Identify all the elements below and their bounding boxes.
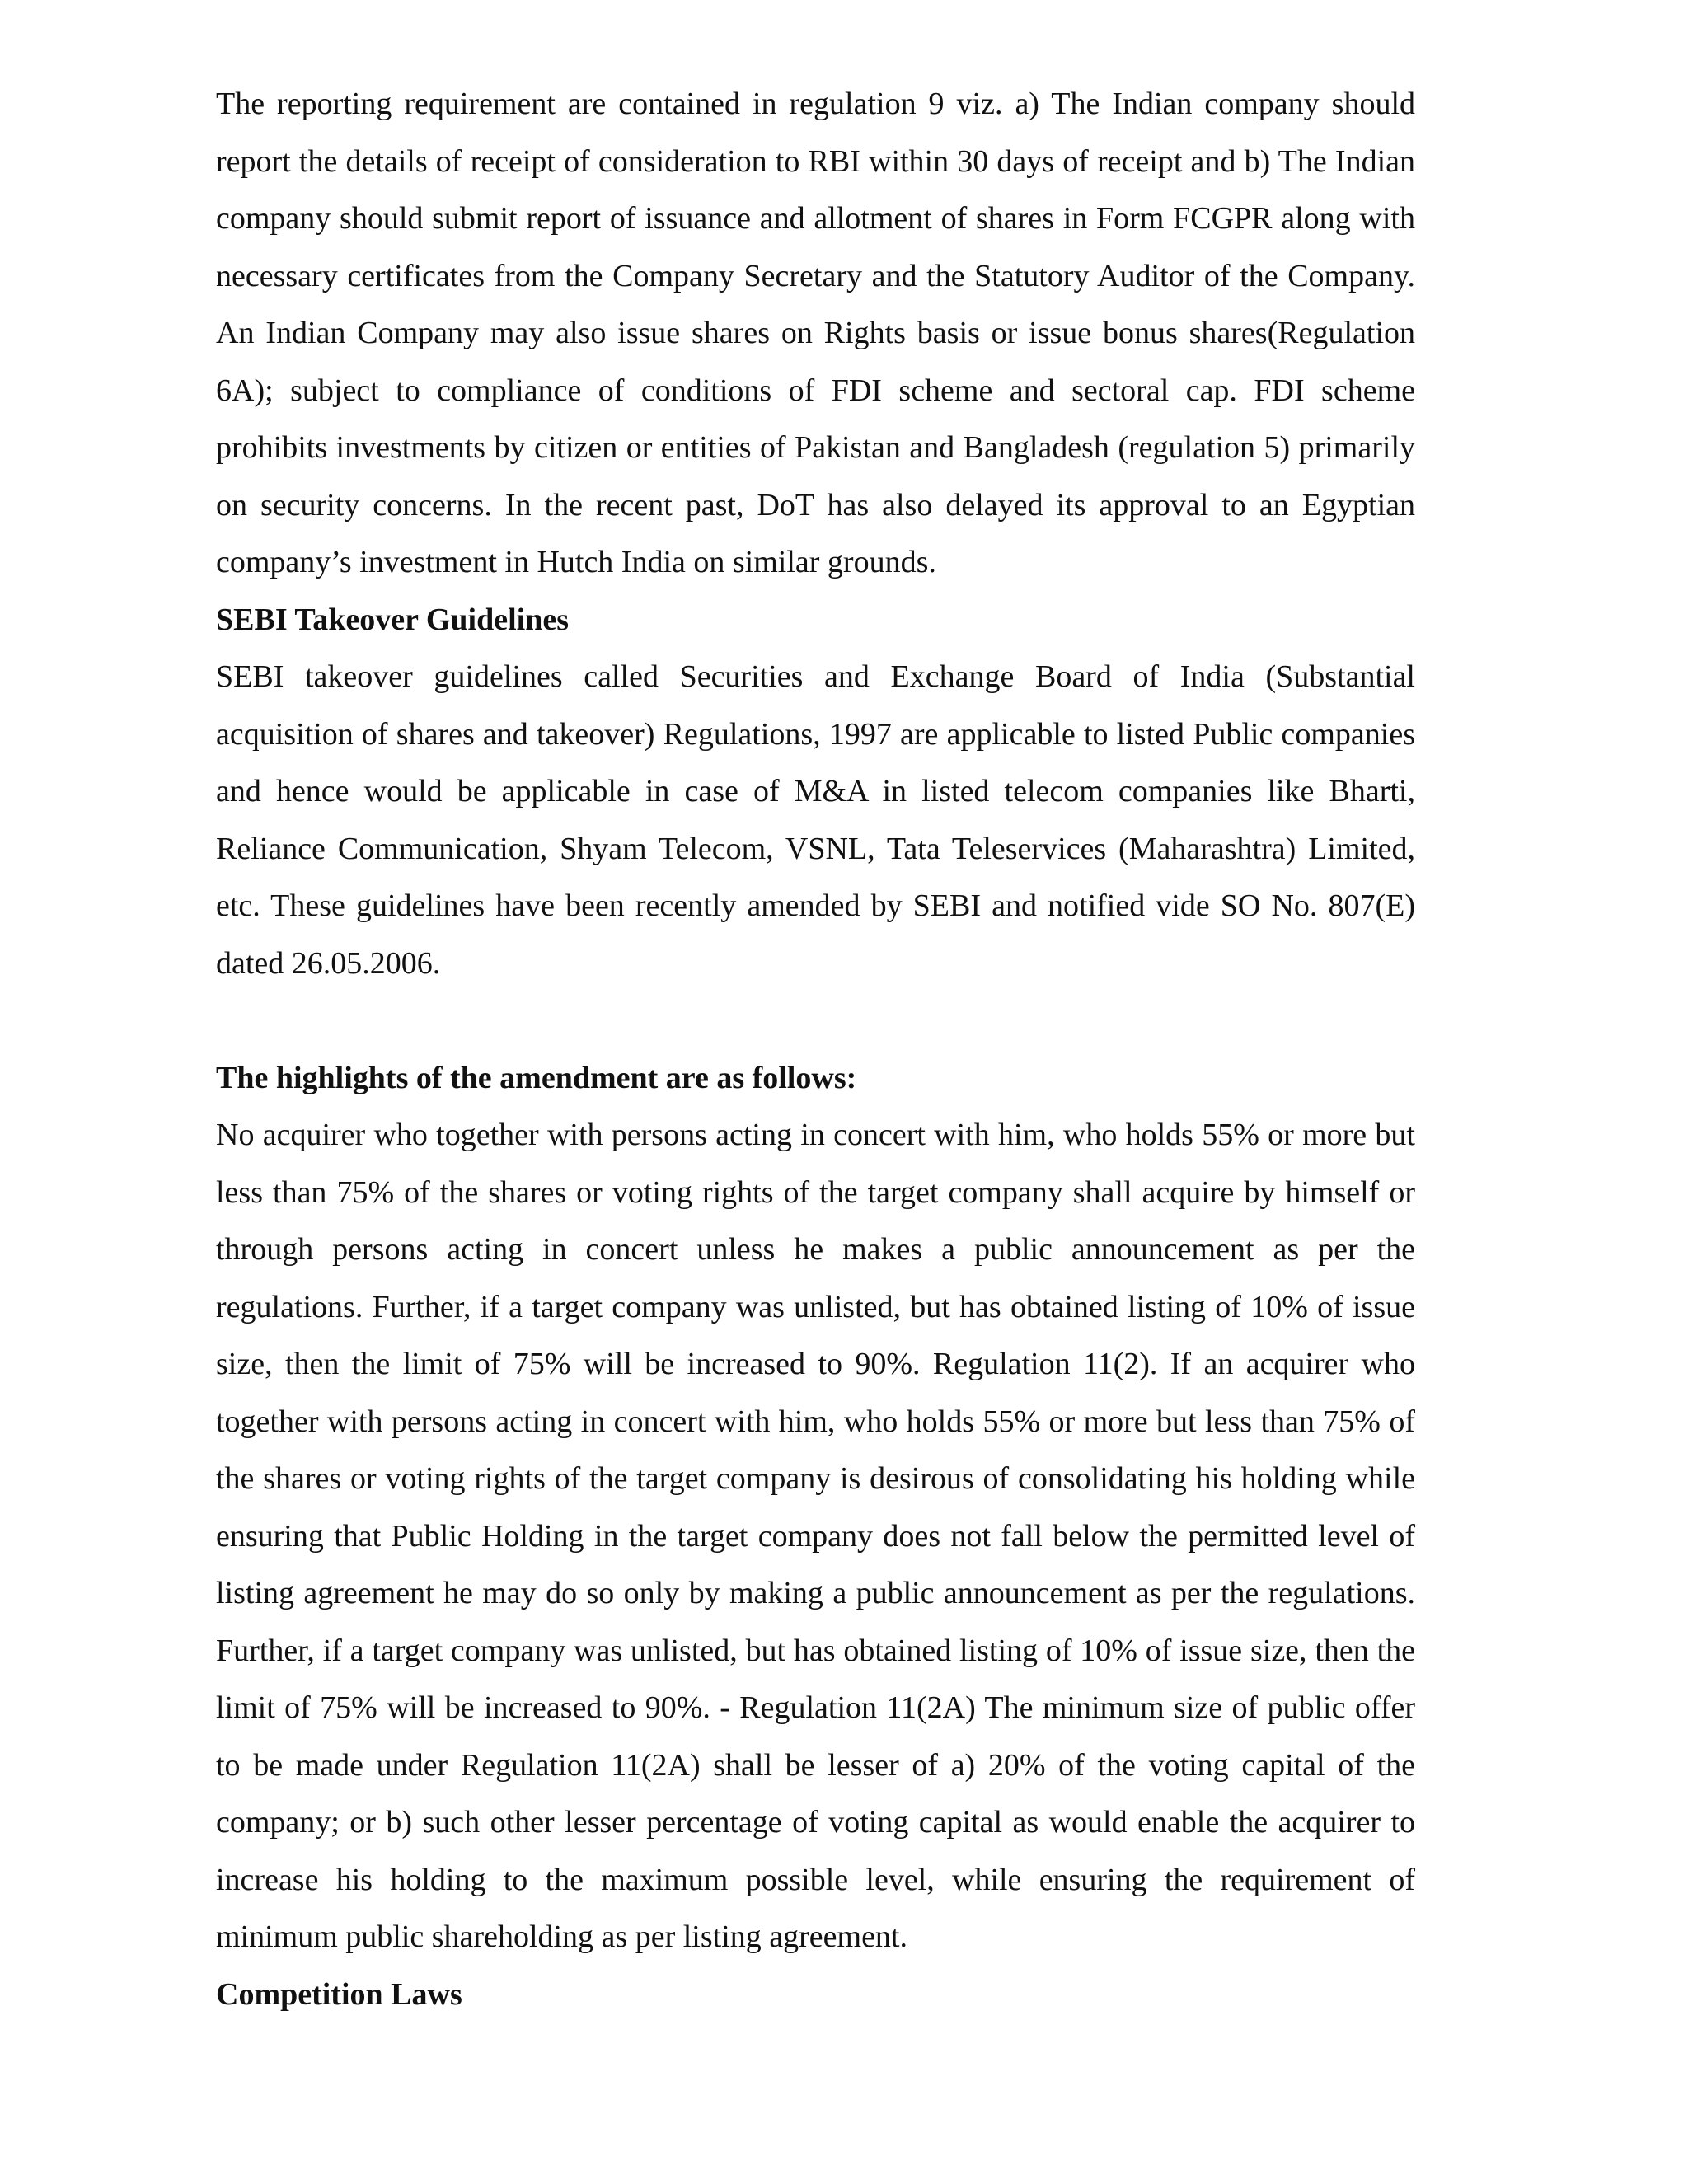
heading-sebi-takeover-guidelines: SEBI Takeover Guidelines [216, 602, 569, 637]
heading-competition-laws: Competition Laws [216, 1976, 462, 2012]
heading-amendment-highlights: The highlights of the amendment are as follows: [216, 1060, 857, 1095]
document-page [216, 76, 1415, 2023]
paragraph-amendment-highlights: No acquirer who together with persons acting in concert with him, who holds 55% or more but less than 75% of the shares or voting rights of the target company shall acquire by himself or through persons acting in concert unless he makes a public announcement as per the regulations. Further, if a target company was unlisted, but has obtained listing of 10% of issue size, then the limit of 75% will be increased to 90%. Regulation 11(2). If an acquirer who together with persons acting in concert with him, who holds 55% or more but less than 75% of the shares or voting rights of the target company is desirous of consolidating his holding while ensuring that Public Holding in the target company does not fall below the permitted level of listing agreement he may do so only by making a public announcement as per the regulations. Further, if a target company was unlisted, but has obtained listing of 10% of issue size, then the limit of 75% will be increased to 90%. - Regulation 11(2A) The minimum size of public offer to be made under Regulation 11(2A) shall be lesser of a) 20% of the voting capital of the company; or b) such other lesser percentage of voting capital as would enable the acquirer to increase his holding to the maximum possible level, while ensuring the requirement of minimum public shareholding as per listing agreement. [216, 1118, 1415, 1954]
paragraph-sebi-takeover: SEBI takeover guidelines called Securities and Exchange Board of India (Substantial acquisition of shares and takeover) Regulations, 1997 are applicable to listed Public companies and hence would be applicable in case of M&A in listed telecom companies like Bharti, Reliance Communication, Shyam Telecom, VSNL, Tata Teleservices (Maharashtra) Limited, etc. These guidelines have been recently amended by SEBI and notified vide SO No. 807(E) dated 26.05.2006. [216, 659, 1415, 981]
blank-line [216, 992, 1415, 1050]
paragraph-reporting-requirement: The reporting requirement are contained in regulation 9 viz. a) The Indian company should report the details of receipt of consideration to RBI within 30 days of receipt and b) The Indian company should submit report of issuance and allotment of shares in Form FCGPR along with necessary certificates from the Company Secretary and the Statutory Auditor of the Company. An Indian Company may also issue shares on Rights basis or issue bonus shares(Regulation 6A); subject to compliance of conditions of FDI scheme and sectoral cap. FDI scheme prohibits investments by citizen or entities of Pakistan and Bangladesh (regulation 5) primarily on security concerns. In the recent past, DoT has also delayed its approval to an Egyptian company’s investment in Hutch India on similar grounds. [216, 87, 1415, 579]
